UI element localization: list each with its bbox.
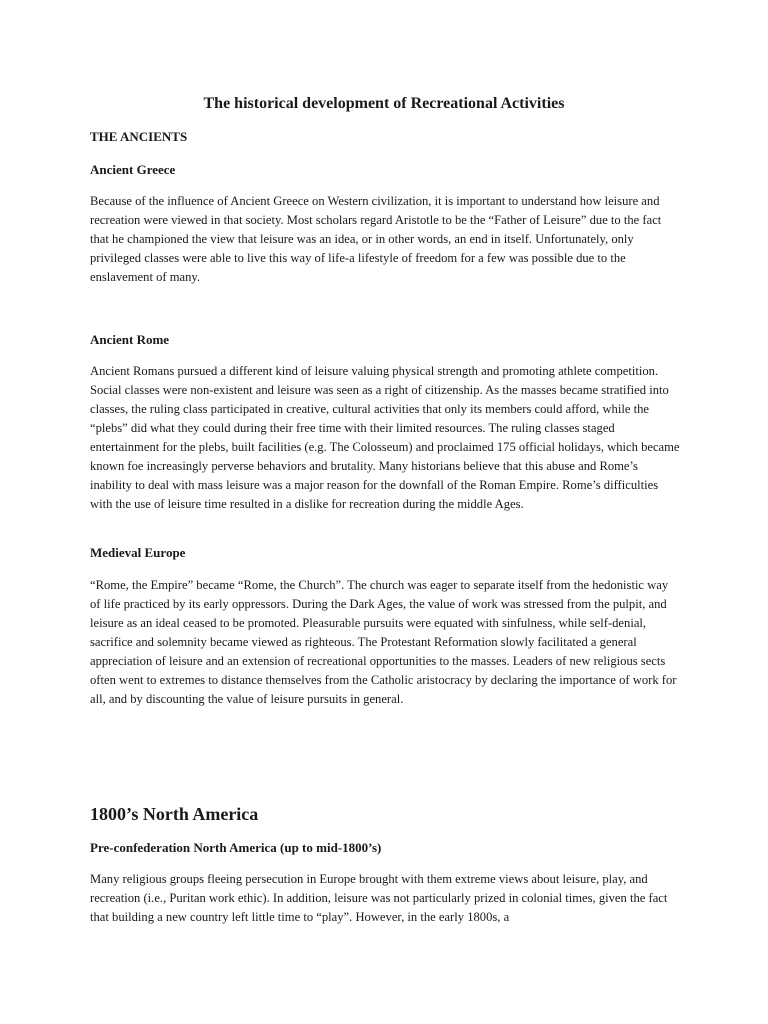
paragraph-ancient-greece: Because of the influence of Ancient Greece on Western civilization, it is important to understand how leisure and recreation were viewed in that society. Most scholars regard Aristotle to be the “Father of Leisure” due to the fact that he championed the view that leisure was an idea, or in other words, an end in itself. Unfortunately, only privileged classes were able to live this way of life-a lifestyle of freedom for a few was possible due to the enslavement of many.	[90, 194, 662, 284]
subheading-pre-confederation: Pre-confederation North America (up to mid-1800’s)	[90, 840, 382, 855]
subheading-ancient-greece: Ancient Greece	[90, 162, 176, 177]
section-heading-1800s-north-america: 1800’s North America	[90, 804, 259, 824]
subheading-medieval-europe: Medieval Europe	[90, 545, 186, 560]
paragraph-medieval-europe: “Rome, the Empire” became “Rome, the Church”. The church was eager to separate itself from the hedonistic way of life practiced by its early oppressors. During the Dark Ages, the value of work was stressed from the pulpit, and leisure as an ideal ceased to be promoted. Pleasurable pursuits were equated with sinfulness, while self-denial, sacrifice and solemnity became viewed as righteous. The Protestant Reformation slowly facilitated a general appreciation of leisure and an extension of recreational opportunities to the masses. Leaders of new religious sects often went to extremes to distance themselves from the Catholic aristocracy by declaring the importance of work for all, and by discounting the value of leisure pursuits in general.	[90, 578, 677, 706]
paragraph-ancient-rome: Ancient Romans pursued a different kind of leisure valuing physical strength and promoting athlete competition. Social classes were non-existent and leisure was seen as a right of citizenship. As the masses became stratified into classes, the ruling class participated in creative, cultural activities that only its members could afford, while the “plebs” did what they could during their free time with their limited resources. The ruling classes staged entertainment for the plebs, built facilities (e.g. The Colosseum) and proclaimed 175 official holidays, which became known foe increasingly perverse behaviors and brutality. Many historians believe that this abuse and Rome’s inability to deal with mass leisure was a major reason for the downfall of the Roman Empire. Rome’s difficulties with the use of leisure time resulted in a dislike for recreation during the middle Ages.	[90, 364, 680, 511]
section-heading-ancients: THE ANCIENTS	[90, 129, 188, 144]
document-title: The historical development of Recreational Activities	[203, 95, 565, 112]
subheading-ancient-rome: Ancient Rome	[90, 332, 170, 347]
paragraph-pre-confederation: Many religious groups fleeing persecution in Europe brought with them extreme views about leisure, play, and recreation (i.e., Puritan work ethic). In addition, leisure was not particularly prized in colonial times, given the fact that building a new country left little time to “play”. However, in the early 1800s, a	[90, 872, 668, 924]
